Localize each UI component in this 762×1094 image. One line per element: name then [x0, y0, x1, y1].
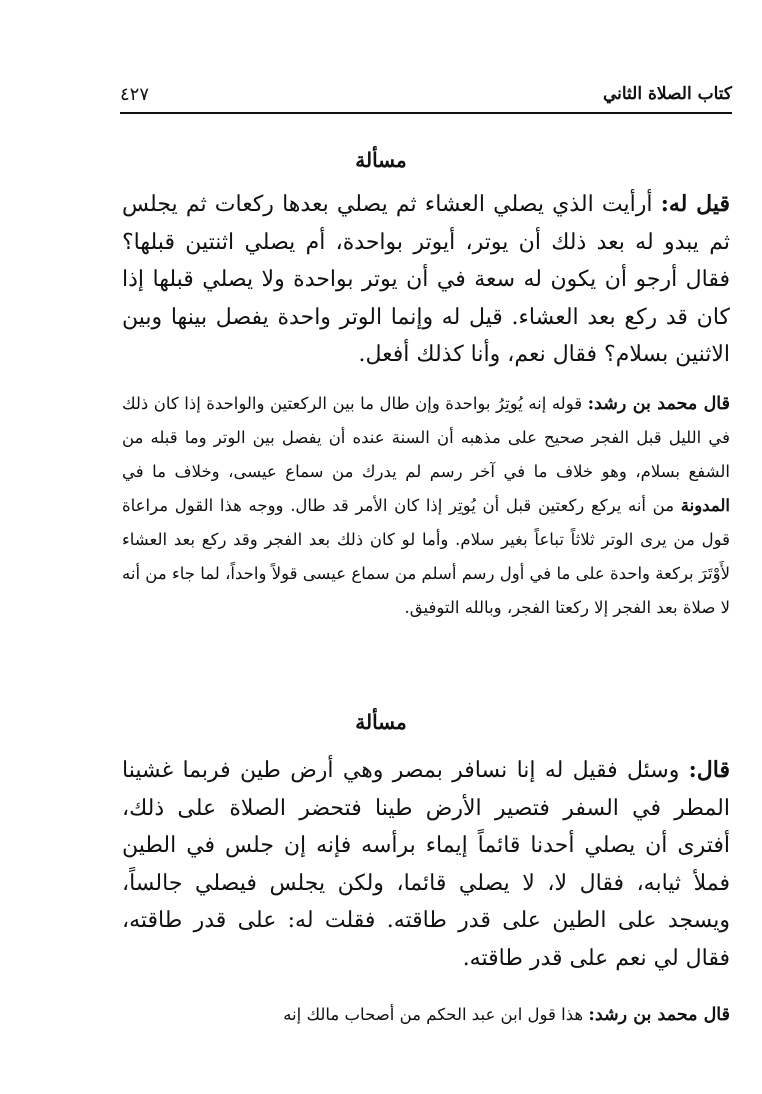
paragraph-text-2: وسئل فقيل له إنا نسافر بمصر وهي أرض طين فربما غشينا المطر في السفر فتصير الأرض طينا فتحضر الصلاة على ذلك، أفترى أن يصلي أحدنا قائماً إيماء برأسه فإنه إن جلس في الطين فملأ ثيابه، فقال لا، لا يصلي قائما، ولكن يجلس فيصلي جالساً، ويسجد على الطين على قدر طاقته. فقلت له: على قدر طاقته، فقال لي نعم على قدر طاقته.: [122, 758, 730, 971]
section-heading: مسألة: [355, 148, 407, 172]
commentary-paragraph: [122, 387, 730, 625]
page-number: ٤٢٧: [120, 84, 150, 105]
commentary-text-1: قوله إنه يُوتِرُ بواحدة وإن طال ما بين الركعتين والواحدة إذا كان ذلك في الليل قبل الفجر صحيح على مذهبه أن السنة عنده أن يفصل بين الوتر وما قبله من الشفع بسلام، وهو خلاف ما في آخر رسم لم يدرك من سماع عيسى، وخلاف ما في: [122, 394, 730, 481]
paragraph-text: أرأيت الذي يصلي العشاء ثم يصلي بعدها ركعات ثم يجلس ثم يبدو له بعد ذلك أن يوتر، أيوتر بواحدة، أم يصلي اثنتين قبلها؟ فقال أرجو أن يكون له سعة في أن يوتر بواحدة ولا يصلي قبلها إذا كان قد ركع بعد العشاء. قيل له وإنما الوتر واحدة يفصل بينها وبين الاثنين بسلام؟ فقال نعم، وأنا كذلك أفعل.: [122, 192, 730, 367]
commentary-text-3: هذا قول ابن عبد الحكم من أصحاب مالك إنه: [283, 1005, 584, 1024]
commentary-lead-2: قال محمد بن رشد:: [588, 1005, 730, 1025]
book-title: كتاب الصلاة الثاني: [602, 84, 732, 104]
commentary-paragraph-2: [122, 998, 730, 1032]
commentary-bold-term: المدونة: [680, 496, 730, 515]
commentary-text-2: من أنه يركع ركعتين قبل أن يُوتِر إذا كان الأمر قد طال. ووجه هذا القول مراعاة قول من يرى الوتر ثلاثاً تباعاً بغير سلام. وأما لو كان ذلك بعد الفجر وقد ركع بعد العشاء لأَوْتَرَ بركعة واحدة على ما في أول رسم أسلم من سماع عيسى قولاً واحداً، لما جاء من أنه لا صلاة بعد الفجر إلا ركعتا الفجر، وبالله التوفيق.: [122, 496, 730, 617]
section-heading-2: مسألة: [355, 710, 407, 734]
commentary-lead: قال محمد بن رشد:: [587, 394, 730, 414]
running-header: [120, 72, 732, 114]
paragraph-lead: قيل له:: [660, 191, 730, 217]
question-paragraph: [122, 172, 730, 374]
paragraph-lead-2: قال:: [688, 757, 730, 783]
question-paragraph-2: [122, 742, 730, 977]
